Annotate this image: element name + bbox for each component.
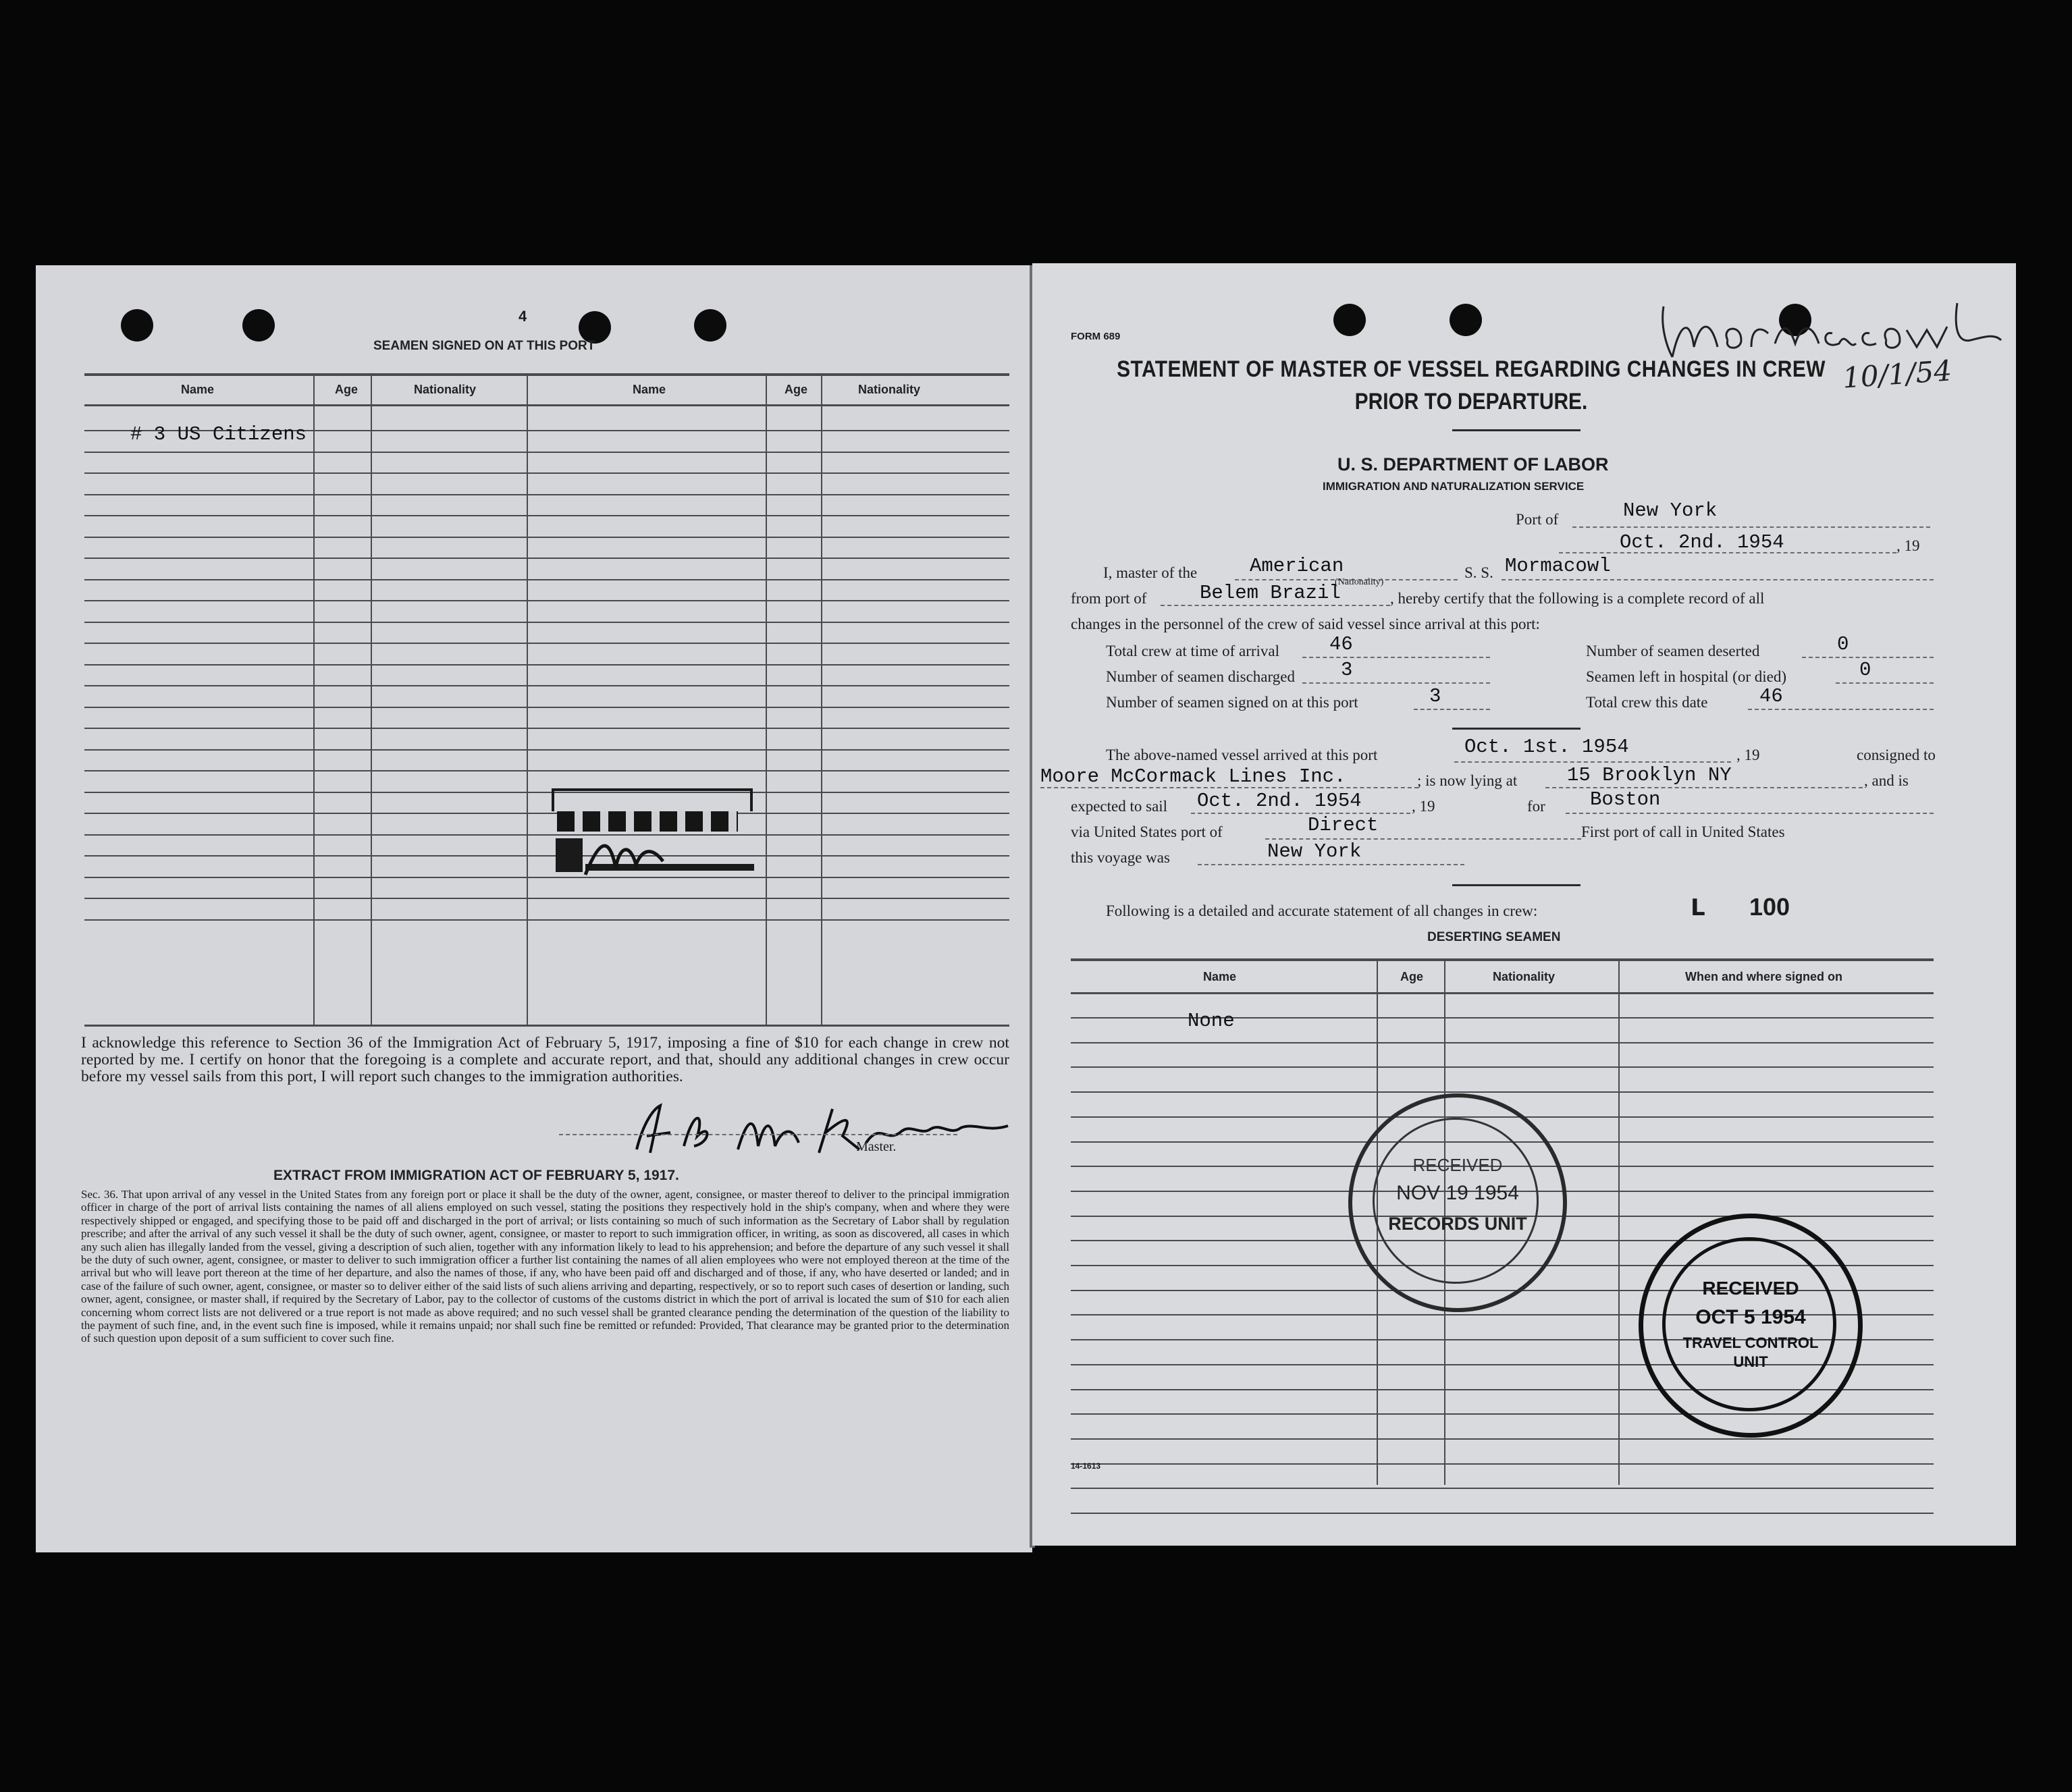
table-row [84,792,1009,793]
following-label: Following is a detailed and accurate statement of all changes in crew: [1106,902,1538,919]
stamp-date: NOV 19 1954 [1396,1182,1519,1204]
table-row [84,813,1009,814]
annotation-value: 100 [1749,893,1790,921]
col-header-nationality: Nationality [414,383,477,396]
stamp-text: RECEIVED [1702,1278,1799,1299]
table-row [84,494,1009,495]
table-row [84,558,1009,559]
table-row [84,537,1009,538]
nationality-caption: (Nationality) [1335,577,1384,587]
col-header-name: Name [1203,970,1237,983]
title-rule [1452,429,1580,431]
section-title: SEAMEN SIGNED ON AT THIS PORT [373,339,595,353]
port-value: New York [1623,499,1718,522]
table-row [84,770,1009,771]
col-header-when-where: When and where signed on [1685,970,1843,983]
deserted-value: 0 [1837,633,1849,655]
lying-at: 15 Brooklyn NY [1567,764,1732,786]
deserting-entry: None [1188,1010,1235,1032]
ship-line [1502,579,1934,580]
for-label: for [1527,798,1545,815]
stamp-text: TRAVEL CONTROL [1682,1334,1819,1351]
punch-hole [1333,304,1366,336]
nationality-value: American [1250,555,1344,577]
year-suffix: , 19 [1412,798,1435,815]
stat-line [1748,709,1934,710]
table-row [84,898,1009,899]
expected-date: Oct. 2nd. 1954 [1197,790,1362,812]
total-arrival-value: 46 [1329,633,1353,655]
table-row [84,579,1009,580]
acknowledgment-text: I acknowledge this reference to Section 36 of the Immigration Act of February 5, 1917, imposing a fine of $10 for each change in crew not reported by me. I certify on honor that the foregoing is a complete and accurate report, and that, should any additional changes in crew occur before my vessel sails from this port, I will report such changes to the immigration authorities. [81,1034,1009,1085]
expected-label: expected to sail [1071,798,1168,815]
service: IMMIGRATION AND NATURALIZATION SERVICE [1323,480,1585,493]
via-line [1265,838,1581,840]
voyage-label: this voyage was [1071,849,1170,866]
stat-line [1302,657,1490,658]
official-stamp-mark [552,788,755,879]
via-port: Direct [1308,814,1379,836]
column-divider [766,373,767,1025]
table-row [84,472,1009,474]
table-row [1071,1091,1934,1093]
and-is: , and is [1864,772,1909,789]
form-number: FORM 689 [1071,331,1121,342]
from-port-value: Belem Brazil [1200,582,1341,604]
ss-label: S. S. [1464,564,1493,581]
table-row [84,749,1009,751]
col-header-age: Age [335,383,358,396]
table-row [84,452,1009,453]
signature-caption: Master. [856,1139,897,1154]
ship-name: Mormacowl [1505,555,1611,577]
certify-text: , hereby certify that the following is a complete record of all [1390,590,1765,607]
port-label: Port of [1516,511,1559,528]
right-page [1032,263,2016,1546]
signed-on-label: Number of seamen signed on at this port [1106,694,1358,711]
from-port-label: from port of [1071,590,1147,607]
stat-line [1836,682,1934,684]
col-header-name: Name [633,383,666,396]
deserting-title: DESERTING SEAMEN [1427,930,1561,944]
col-header-nationality: Nationality [1493,970,1556,983]
total-date-value: 46 [1759,685,1783,707]
col-header-nationality: Nationality [858,383,921,396]
table-row [1071,1438,1934,1440]
table-row [84,919,1009,921]
signed-on-entry: # 3 US Citizens [130,423,307,445]
signed-on-value: 3 [1429,685,1441,707]
from-port-line [1161,605,1390,606]
column-divider [371,373,372,1025]
received-stamp-records-unit [1348,1093,1567,1312]
year-suffix: , 19 [1896,537,1920,554]
consignee: Moore McCormack Lines Inc. [1040,765,1346,788]
hospital-value: 0 [1859,659,1871,681]
master-signature [630,1095,1021,1170]
left-page [36,265,1032,1552]
signature-line [559,1134,957,1135]
table-row [1071,1066,1934,1068]
table-row [84,664,1009,666]
punch-hole [694,309,726,342]
table-row [84,877,1009,878]
stamp-text: RECORDS UNIT [1388,1214,1527,1234]
consigned-label: consigned to [1857,746,1936,763]
voyage-line [1198,864,1464,865]
deserted-label: Number of seamen deserted [1586,643,1760,659]
first-port-label: First port of call in United States [1581,823,1785,840]
arrived-label: The above-named vessel arrived at this port [1106,746,1378,763]
table-row [84,728,1009,729]
section-rule [1452,728,1580,730]
punch-hole [1450,304,1482,336]
lying-label: ; is now lying at [1417,772,1518,789]
annotation-mark: L [1691,894,1705,921]
table-row [1071,1488,1934,1489]
table-row [84,707,1009,708]
table-row [84,685,1009,686]
table-row [84,622,1009,623]
col-header-name: Name [181,383,215,396]
hospital-label: Seamen left in hospital (or died) [1586,668,1787,685]
column-divider [313,373,315,1025]
table-top-rule [84,373,1009,376]
stamp-text: RECEIVED [1412,1155,1503,1175]
column-divider [527,373,528,1025]
punch-hole [121,309,153,342]
department: U. S. DEPARTMENT OF LABOR [1337,454,1609,474]
header-rule [1071,992,1934,994]
year-suffix: , 19 [1736,746,1760,763]
handwritten-date: 10/1/54 [1841,354,1953,395]
extract-text: Sec. 36. That upon arrival of any vessel in the United States from any foreign port or place it shall be the duty of the owner, agent, consignee, or master thereof to deliver to the principal immigration officer in charge of the port of arrival lists containing the names of all aliens employed on such vessel, stating the positions they respectively hold in the ship's company, when and where they were respectively shipped or engaged, and specifying those to be paid off and discharged in the port of arrival; or lists containing so much of such information as the Secretary of Labor shall by regulation prescribe; and after the arrival of any such vessel it shall be the duty of such owner, agent, consignee, or master to report to such immigration officer, in writing, as soon as discovered, all cases in which any such alien has illegally landed from the vessel, giving a description of such alien, together with any information likely to lead to his apprehension; and before the departure of any such vessel it shall be the duty of such owner, agent, consignee, or master to deliver to such immigration officer a further list containing the names of all alien employees who were not employed thereon at the time of the arrival but who will leave port thereon at the time of her departure, and also the names of those, if any, who have been paid off and discharged and of those, if any, who have deserted or landed; and in case of the failure of such owner, agent, consignee, or master so to deliver either of the said lists of such aliens arriving and departing, respectively, or so to report such cases of desertion or landing, such owner, agent, consignee, or master shall, if required by the Secretary of Labor, pay to the collector of customs of the customs district in which the port of arrival is located the sum of $10 for each alien concerning whom correct lists are not delivered or a true report is not made as above required; and no such vessel shall be granted clearance pending the determination of the question of the liability to the payment of such fine, and, in the event such fine is imposed, while it remains unpaid; nor shall such fine be remitted or refunded: Provided, That clearance may be granted prior to the determination of such question upon deposit of a sum sufficient to cover such fine. [81,1188,1009,1345]
table-row [1071,1463,1934,1465]
col-header-age: Age [1400,970,1424,983]
extract-title: EXTRACT FROM IMMIGRATION ACT OF FEBRUARY 5, 1917. [273,1168,679,1183]
arrived-line [1454,761,1731,763]
table-row [1071,1042,1934,1043]
certify-text-2: changes in the personnel of the crew of said vessel since arrival at this port: [1071,616,1540,632]
stamp-date: OCT 5 1954 [1695,1306,1806,1328]
total-arrival-label: Total crew at time of arrival [1106,643,1280,659]
total-date-label: Total crew this date [1586,694,1708,711]
destination: Boston [1590,788,1661,811]
received-stamp-travel-control [1639,1214,1863,1438]
discharged-label: Number of seamen discharged [1106,668,1295,685]
first-port: New York [1267,840,1362,863]
stat-line [1414,709,1490,710]
table-row [84,834,1009,836]
header-rule [84,404,1009,406]
table-top-rule [1071,958,1934,961]
table-row [84,515,1009,516]
table-bottom-rule [84,1025,1009,1027]
arrived-date: Oct. 1st. 1954 [1464,736,1629,758]
date-line [1559,552,1896,553]
destination-line [1566,813,1934,814]
table-row [84,600,1009,601]
page-number: 4 [519,308,527,325]
via-label: via United States port of [1071,823,1223,840]
form-title-line1: STATEMENT OF MASTER OF VESSEL REGARDING CHANGES IN CREW [1117,356,1826,382]
port-line [1572,526,1930,528]
stamp-text: UNIT [1733,1353,1768,1370]
table-row [84,643,1009,644]
table-row [84,855,1009,857]
discharged-value: 3 [1341,659,1353,681]
column-divider [1618,958,1620,1485]
date-value: Oct. 2nd. 1954 [1620,531,1784,553]
form-title-line2: PRIOR TO DEPARTURE. [1354,389,1588,414]
col-header-age: Age [785,383,808,396]
footer-code: 14-1613 [1071,1461,1101,1471]
consignee-line [1040,787,1418,788]
stat-line [1802,657,1934,658]
punch-hole [242,309,275,342]
section-rule [1452,884,1580,886]
column-divider [821,373,822,1025]
master-prefix: I, master of the [1103,564,1198,581]
stat-line [1302,682,1490,684]
table-row [1071,1513,1934,1514]
